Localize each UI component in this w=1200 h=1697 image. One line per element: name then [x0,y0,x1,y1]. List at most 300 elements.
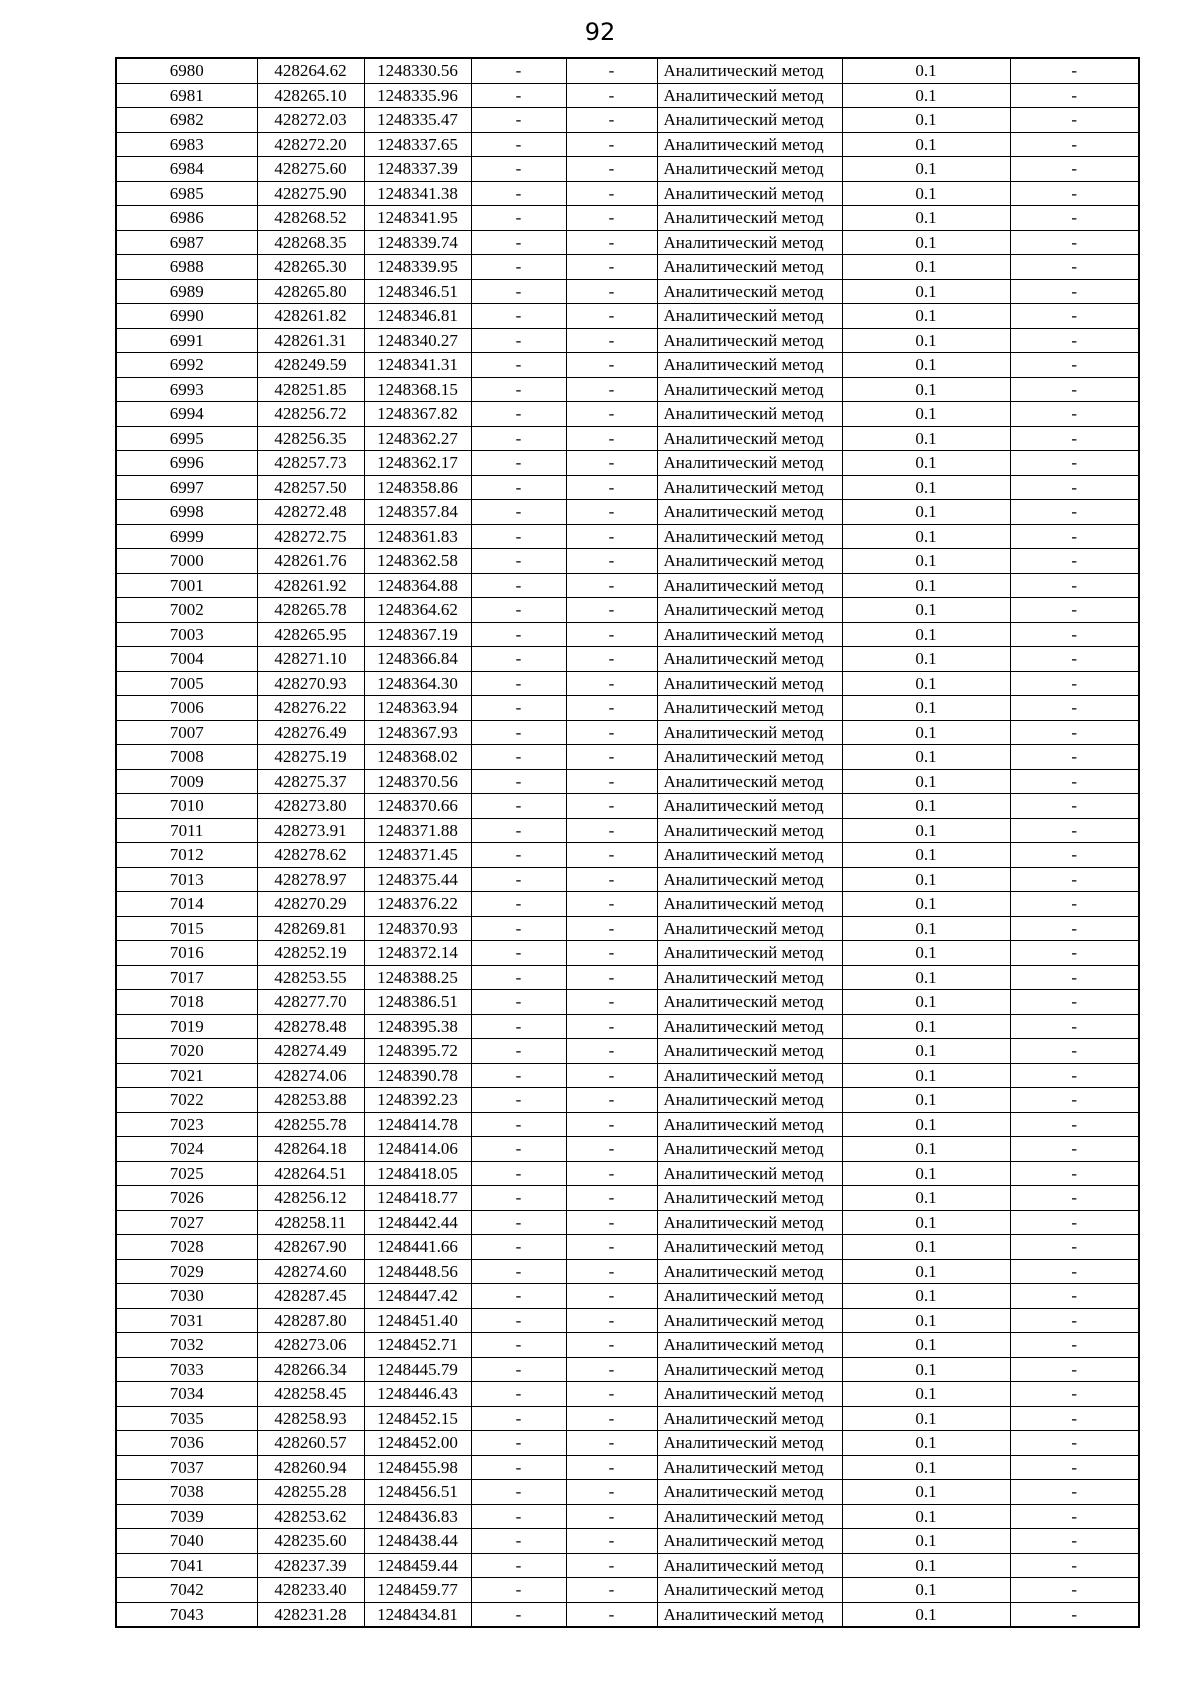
point-number-cell: 7025 [116,1161,257,1186]
dash-cell: - [471,1161,566,1186]
y-coordinate-cell: 1248346.81 [364,304,471,329]
x-coordinate-cell: 428258.45 [257,1382,364,1407]
method-cell: Аналитический метод [657,1578,842,1603]
table-row [116,524,1139,549]
dash-cell: - [1010,1112,1139,1137]
table-row [116,941,1139,966]
dash-cell: - [1010,108,1139,133]
dash-cell: - [566,549,657,574]
dash-cell: - [471,1602,566,1627]
table-row [116,279,1139,304]
accuracy-cell: 0.1 [842,990,1010,1015]
y-coordinate-cell: 1248341.38 [364,181,471,206]
accuracy-cell: 0.1 [842,1431,1010,1456]
table-row [116,1455,1139,1480]
x-coordinate-cell: 428273.06 [257,1333,364,1358]
y-coordinate-cell: 1248390.78 [364,1063,471,1088]
point-number-cell: 6991 [116,328,257,353]
accuracy-cell: 0.1 [842,1406,1010,1431]
accuracy-cell: 0.1 [842,157,1010,182]
y-coordinate-cell: 1248451.40 [364,1308,471,1333]
method-cell: Аналитический метод [657,990,842,1015]
point-number-cell: 7043 [116,1602,257,1627]
dash-cell: - [471,157,566,182]
dash-cell: - [566,1308,657,1333]
dash-cell: - [566,1553,657,1578]
y-coordinate-cell: 1248370.66 [364,794,471,819]
y-coordinate-cell: 1248362.27 [364,426,471,451]
y-coordinate-cell: 1248362.58 [364,549,471,574]
y-coordinate-cell: 1248395.72 [364,1039,471,1064]
table-row [116,696,1139,721]
dash-cell: - [566,1357,657,1382]
method-cell: Аналитический метод [657,451,842,476]
point-number-cell: 7026 [116,1186,257,1211]
x-coordinate-cell: 428276.49 [257,720,364,745]
accuracy-cell: 0.1 [842,1284,1010,1309]
dash-cell: - [471,377,566,402]
dash-cell: - [1010,58,1139,83]
dash-cell: - [471,1553,566,1578]
point-number-cell: 6985 [116,181,257,206]
method-cell: Аналитический метод [657,892,842,917]
point-number-cell: 6989 [116,279,257,304]
table-row [116,1357,1139,1382]
point-number-cell: 6994 [116,402,257,427]
x-coordinate-cell: 428235.60 [257,1529,364,1554]
dash-cell: - [471,524,566,549]
accuracy-cell: 0.1 [842,132,1010,157]
dash-cell: - [1010,426,1139,451]
method-cell: Аналитический метод [657,402,842,427]
dash-cell: - [566,1210,657,1235]
accuracy-cell: 0.1 [842,647,1010,672]
dash-cell: - [1010,1504,1139,1529]
y-coordinate-cell: 1248368.02 [364,745,471,770]
dash-cell: - [566,206,657,231]
dash-cell: - [471,206,566,231]
y-coordinate-cell: 1248337.39 [364,157,471,182]
y-coordinate-cell: 1248340.27 [364,328,471,353]
table-row [116,402,1139,427]
accuracy-cell: 0.1 [842,1039,1010,1064]
table-row [116,255,1139,280]
dash-cell: - [471,451,566,476]
point-number-cell: 7019 [116,1014,257,1039]
table-row [116,1382,1139,1407]
dash-cell: - [566,1529,657,1554]
table-row [116,1308,1139,1333]
dash-cell: - [1010,206,1139,231]
accuracy-cell: 0.1 [842,1137,1010,1162]
table-row [116,475,1139,500]
x-coordinate-cell: 428275.60 [257,157,364,182]
table-row [116,1431,1139,1456]
accuracy-cell: 0.1 [842,426,1010,451]
point-number-cell: 7040 [116,1529,257,1554]
page-number: 92 [584,18,616,46]
method-cell: Аналитический метод [657,230,842,255]
dash-cell: - [566,1455,657,1480]
table-row [116,1553,1139,1578]
method-cell: Аналитический метод [657,1210,842,1235]
dash-cell: - [471,108,566,133]
dash-cell: - [471,1112,566,1137]
method-cell: Аналитический метод [657,1455,842,1480]
x-coordinate-cell: 428278.97 [257,867,364,892]
dash-cell: - [471,1014,566,1039]
point-number-cell: 6982 [116,108,257,133]
dash-cell: - [566,1112,657,1137]
dash-cell: - [566,1284,657,1309]
accuracy-cell: 0.1 [842,279,1010,304]
method-cell: Аналитический метод [657,1137,842,1162]
dash-cell: - [471,132,566,157]
y-coordinate-cell: 1248395.38 [364,1014,471,1039]
dash-cell: - [471,402,566,427]
dash-cell: - [471,696,566,721]
point-number-cell: 7028 [116,1235,257,1260]
dash-cell: - [566,647,657,672]
dash-cell: - [471,1308,566,1333]
y-coordinate-cell: 1248436.83 [364,1504,471,1529]
point-number-cell: 7022 [116,1088,257,1113]
dash-cell: - [1010,230,1139,255]
method-cell: Аналитический метод [657,304,842,329]
table-row [116,1333,1139,1358]
dash-cell: - [1010,622,1139,647]
point-number-cell: 7018 [116,990,257,1015]
table-row [116,647,1139,672]
method-cell: Аналитический метод [657,426,842,451]
x-coordinate-cell: 428264.51 [257,1161,364,1186]
table-row [116,843,1139,868]
point-number-cell: 7034 [116,1382,257,1407]
point-number-cell: 7011 [116,818,257,843]
table-body [116,58,1139,1627]
dash-cell: - [566,696,657,721]
point-number-cell: 7024 [116,1137,257,1162]
table-row [116,916,1139,941]
x-coordinate-cell: 428265.80 [257,279,364,304]
method-cell: Аналитический метод [657,1235,842,1260]
y-coordinate-cell: 1248368.15 [364,377,471,402]
x-coordinate-cell: 428249.59 [257,353,364,378]
accuracy-cell: 0.1 [842,1210,1010,1235]
accuracy-cell: 0.1 [842,83,1010,108]
dash-cell: - [1010,475,1139,500]
dash-cell: - [1010,1602,1139,1627]
point-number-cell: 7001 [116,573,257,598]
table-row [116,549,1139,574]
method-cell: Аналитический метод [657,108,842,133]
table-row [116,83,1139,108]
y-coordinate-cell: 1248364.30 [364,671,471,696]
accuracy-cell: 0.1 [842,377,1010,402]
accuracy-cell: 0.1 [842,1529,1010,1554]
y-coordinate-cell: 1248392.23 [364,1088,471,1113]
method-cell: Аналитический метод [657,328,842,353]
point-number-cell: 6988 [116,255,257,280]
dash-cell: - [1010,279,1139,304]
accuracy-cell: 0.1 [842,230,1010,255]
y-coordinate-cell: 1248445.79 [364,1357,471,1382]
table-row [116,1504,1139,1529]
method-cell: Аналитический метод [657,843,842,868]
table-row [116,867,1139,892]
y-coordinate-cell: 1248452.71 [364,1333,471,1358]
dash-cell: - [1010,132,1139,157]
accuracy-cell: 0.1 [842,622,1010,647]
table-row [116,671,1139,696]
dash-cell: - [1010,1088,1139,1113]
method-cell: Аналитический метод [657,524,842,549]
dash-cell: - [1010,794,1139,819]
accuracy-cell: 0.1 [842,1602,1010,1627]
dash-cell: - [471,1210,566,1235]
point-number-cell: 7027 [116,1210,257,1235]
dash-cell: - [471,990,566,1015]
method-cell: Аналитический метод [657,1504,842,1529]
x-coordinate-cell: 428260.94 [257,1455,364,1480]
x-coordinate-cell: 428261.76 [257,549,364,574]
accuracy-cell: 0.1 [842,549,1010,574]
x-coordinate-cell: 428267.90 [257,1235,364,1260]
table-row [116,1406,1139,1431]
y-coordinate-cell: 1248459.77 [364,1578,471,1603]
point-number-cell: 7014 [116,892,257,917]
accuracy-cell: 0.1 [842,58,1010,83]
table-row [116,745,1139,770]
accuracy-cell: 0.1 [842,255,1010,280]
dash-cell: - [1010,990,1139,1015]
accuracy-cell: 0.1 [842,328,1010,353]
y-coordinate-cell: 1248335.47 [364,108,471,133]
method-cell: Аналитический метод [657,1431,842,1456]
accuracy-cell: 0.1 [842,1480,1010,1505]
accuracy-cell: 0.1 [842,745,1010,770]
y-coordinate-cell: 1248459.44 [364,1553,471,1578]
dash-cell: - [471,1235,566,1260]
accuracy-cell: 0.1 [842,1235,1010,1260]
dash-cell: - [566,818,657,843]
accuracy-cell: 0.1 [842,965,1010,990]
method-cell: Аналитический метод [657,377,842,402]
dash-cell: - [471,867,566,892]
dash-cell: - [1010,745,1139,770]
x-coordinate-cell: 428233.40 [257,1578,364,1603]
dash-cell: - [1010,1137,1139,1162]
dash-cell: - [1010,1382,1139,1407]
table-row [116,1088,1139,1113]
point-number-cell: 6996 [116,451,257,476]
dash-cell: - [566,1602,657,1627]
table-row [116,1161,1139,1186]
dash-cell: - [471,181,566,206]
dash-cell: - [566,573,657,598]
dash-cell: - [1010,157,1139,182]
x-coordinate-cell: 428265.78 [257,598,364,623]
x-coordinate-cell: 428261.31 [257,328,364,353]
accuracy-cell: 0.1 [842,1578,1010,1603]
x-coordinate-cell: 428275.37 [257,769,364,794]
accuracy-cell: 0.1 [842,671,1010,696]
accuracy-cell: 0.1 [842,941,1010,966]
table-row [116,965,1139,990]
dash-cell: - [566,598,657,623]
point-number-cell: 6986 [116,206,257,231]
x-coordinate-cell: 428272.03 [257,108,364,133]
point-number-cell: 7030 [116,1284,257,1309]
dash-cell: - [471,255,566,280]
point-number-cell: 7007 [116,720,257,745]
x-coordinate-cell: 428274.60 [257,1259,364,1284]
method-cell: Аналитический метод [657,500,842,525]
table-row [116,108,1139,133]
dash-cell: - [566,451,657,476]
accuracy-cell: 0.1 [842,1333,1010,1358]
table-row [116,181,1139,206]
x-coordinate-cell: 428274.49 [257,1039,364,1064]
x-coordinate-cell: 428264.62 [257,58,364,83]
table-row [116,304,1139,329]
dash-cell: - [566,1186,657,1211]
y-coordinate-cell: 1248441.66 [364,1235,471,1260]
table-row [116,1235,1139,1260]
y-coordinate-cell: 1248452.00 [364,1431,471,1456]
dash-cell: - [1010,1357,1139,1382]
y-coordinate-cell: 1248452.15 [364,1406,471,1431]
dash-cell: - [566,892,657,917]
dash-cell: - [1010,377,1139,402]
dash-cell: - [1010,892,1139,917]
x-coordinate-cell: 428256.72 [257,402,364,427]
method-cell: Аналитический метод [657,1039,842,1064]
dash-cell: - [1010,1431,1139,1456]
x-coordinate-cell: 428265.30 [257,255,364,280]
dash-cell: - [471,916,566,941]
accuracy-cell: 0.1 [842,1382,1010,1407]
x-coordinate-cell: 428278.62 [257,843,364,868]
accuracy-cell: 0.1 [842,353,1010,378]
dash-cell: - [1010,1480,1139,1505]
method-cell: Аналитический метод [657,83,842,108]
x-coordinate-cell: 428258.93 [257,1406,364,1431]
accuracy-cell: 0.1 [842,451,1010,476]
dash-cell: - [566,1333,657,1358]
point-number-cell: 6980 [116,58,257,83]
point-number-cell: 6990 [116,304,257,329]
point-number-cell: 6984 [116,157,257,182]
point-number-cell: 7015 [116,916,257,941]
dash-cell: - [471,279,566,304]
dash-cell: - [1010,1333,1139,1358]
table-row [116,769,1139,794]
y-coordinate-cell: 1248363.94 [364,696,471,721]
accuracy-cell: 0.1 [842,108,1010,133]
table-row [116,892,1139,917]
dash-cell: - [471,1431,566,1456]
dash-cell: - [566,843,657,868]
dash-cell: - [471,965,566,990]
dash-cell: - [471,647,566,672]
dash-cell: - [566,1504,657,1529]
point-number-cell: 7029 [116,1259,257,1284]
method-cell: Аналитический метод [657,132,842,157]
dash-cell: - [566,83,657,108]
dash-cell: - [1010,1161,1139,1186]
method-cell: Аналитический метод [657,965,842,990]
table-row [116,1186,1139,1211]
dash-cell: - [471,1504,566,1529]
point-number-cell: 7010 [116,794,257,819]
method-cell: Аналитический метод [657,549,842,574]
dash-cell: - [471,941,566,966]
y-coordinate-cell: 1248341.31 [364,353,471,378]
accuracy-cell: 0.1 [842,867,1010,892]
table-row [116,990,1139,1015]
dash-cell: - [1010,916,1139,941]
y-coordinate-cell: 1248371.88 [364,818,471,843]
dash-cell: - [1010,1186,1139,1211]
table-row [116,818,1139,843]
table-row [116,377,1139,402]
accuracy-cell: 0.1 [842,500,1010,525]
dash-cell: - [471,720,566,745]
x-coordinate-cell: 428272.20 [257,132,364,157]
y-coordinate-cell: 1248357.84 [364,500,471,525]
method-cell: Аналитический метод [657,671,842,696]
method-cell: Аналитический метод [657,1382,842,1407]
point-number-cell: 6983 [116,132,257,157]
x-coordinate-cell: 428275.19 [257,745,364,770]
point-number-cell: 7020 [116,1039,257,1064]
x-coordinate-cell: 428266.34 [257,1357,364,1382]
y-coordinate-cell: 1248362.17 [364,451,471,476]
point-number-cell: 7035 [116,1406,257,1431]
dash-cell: - [566,1235,657,1260]
method-cell: Аналитический метод [657,696,842,721]
x-coordinate-cell: 428270.93 [257,671,364,696]
method-cell: Аналитический метод [657,1186,842,1211]
accuracy-cell: 0.1 [842,181,1010,206]
dash-cell: - [471,500,566,525]
accuracy-cell: 0.1 [842,475,1010,500]
method-cell: Аналитический метод [657,622,842,647]
method-cell: Аналитический метод [657,1529,842,1554]
x-coordinate-cell: 428269.81 [257,916,364,941]
dash-cell: - [1010,1235,1139,1260]
x-coordinate-cell: 428231.28 [257,1602,364,1627]
dash-cell: - [566,255,657,280]
dash-cell: - [471,58,566,83]
dash-cell: - [1010,524,1139,549]
y-coordinate-cell: 1248418.77 [364,1186,471,1211]
table-row [116,794,1139,819]
dash-cell: - [566,426,657,451]
dash-cell: - [566,58,657,83]
point-number-cell: 7009 [116,769,257,794]
point-number-cell: 6987 [116,230,257,255]
table-row [116,1112,1139,1137]
x-coordinate-cell: 428257.50 [257,475,364,500]
dash-cell: - [1010,818,1139,843]
dash-cell: - [566,1259,657,1284]
x-coordinate-cell: 428273.91 [257,818,364,843]
x-coordinate-cell: 428261.82 [257,304,364,329]
y-coordinate-cell: 1248376.22 [364,892,471,917]
dash-cell: - [1010,255,1139,280]
